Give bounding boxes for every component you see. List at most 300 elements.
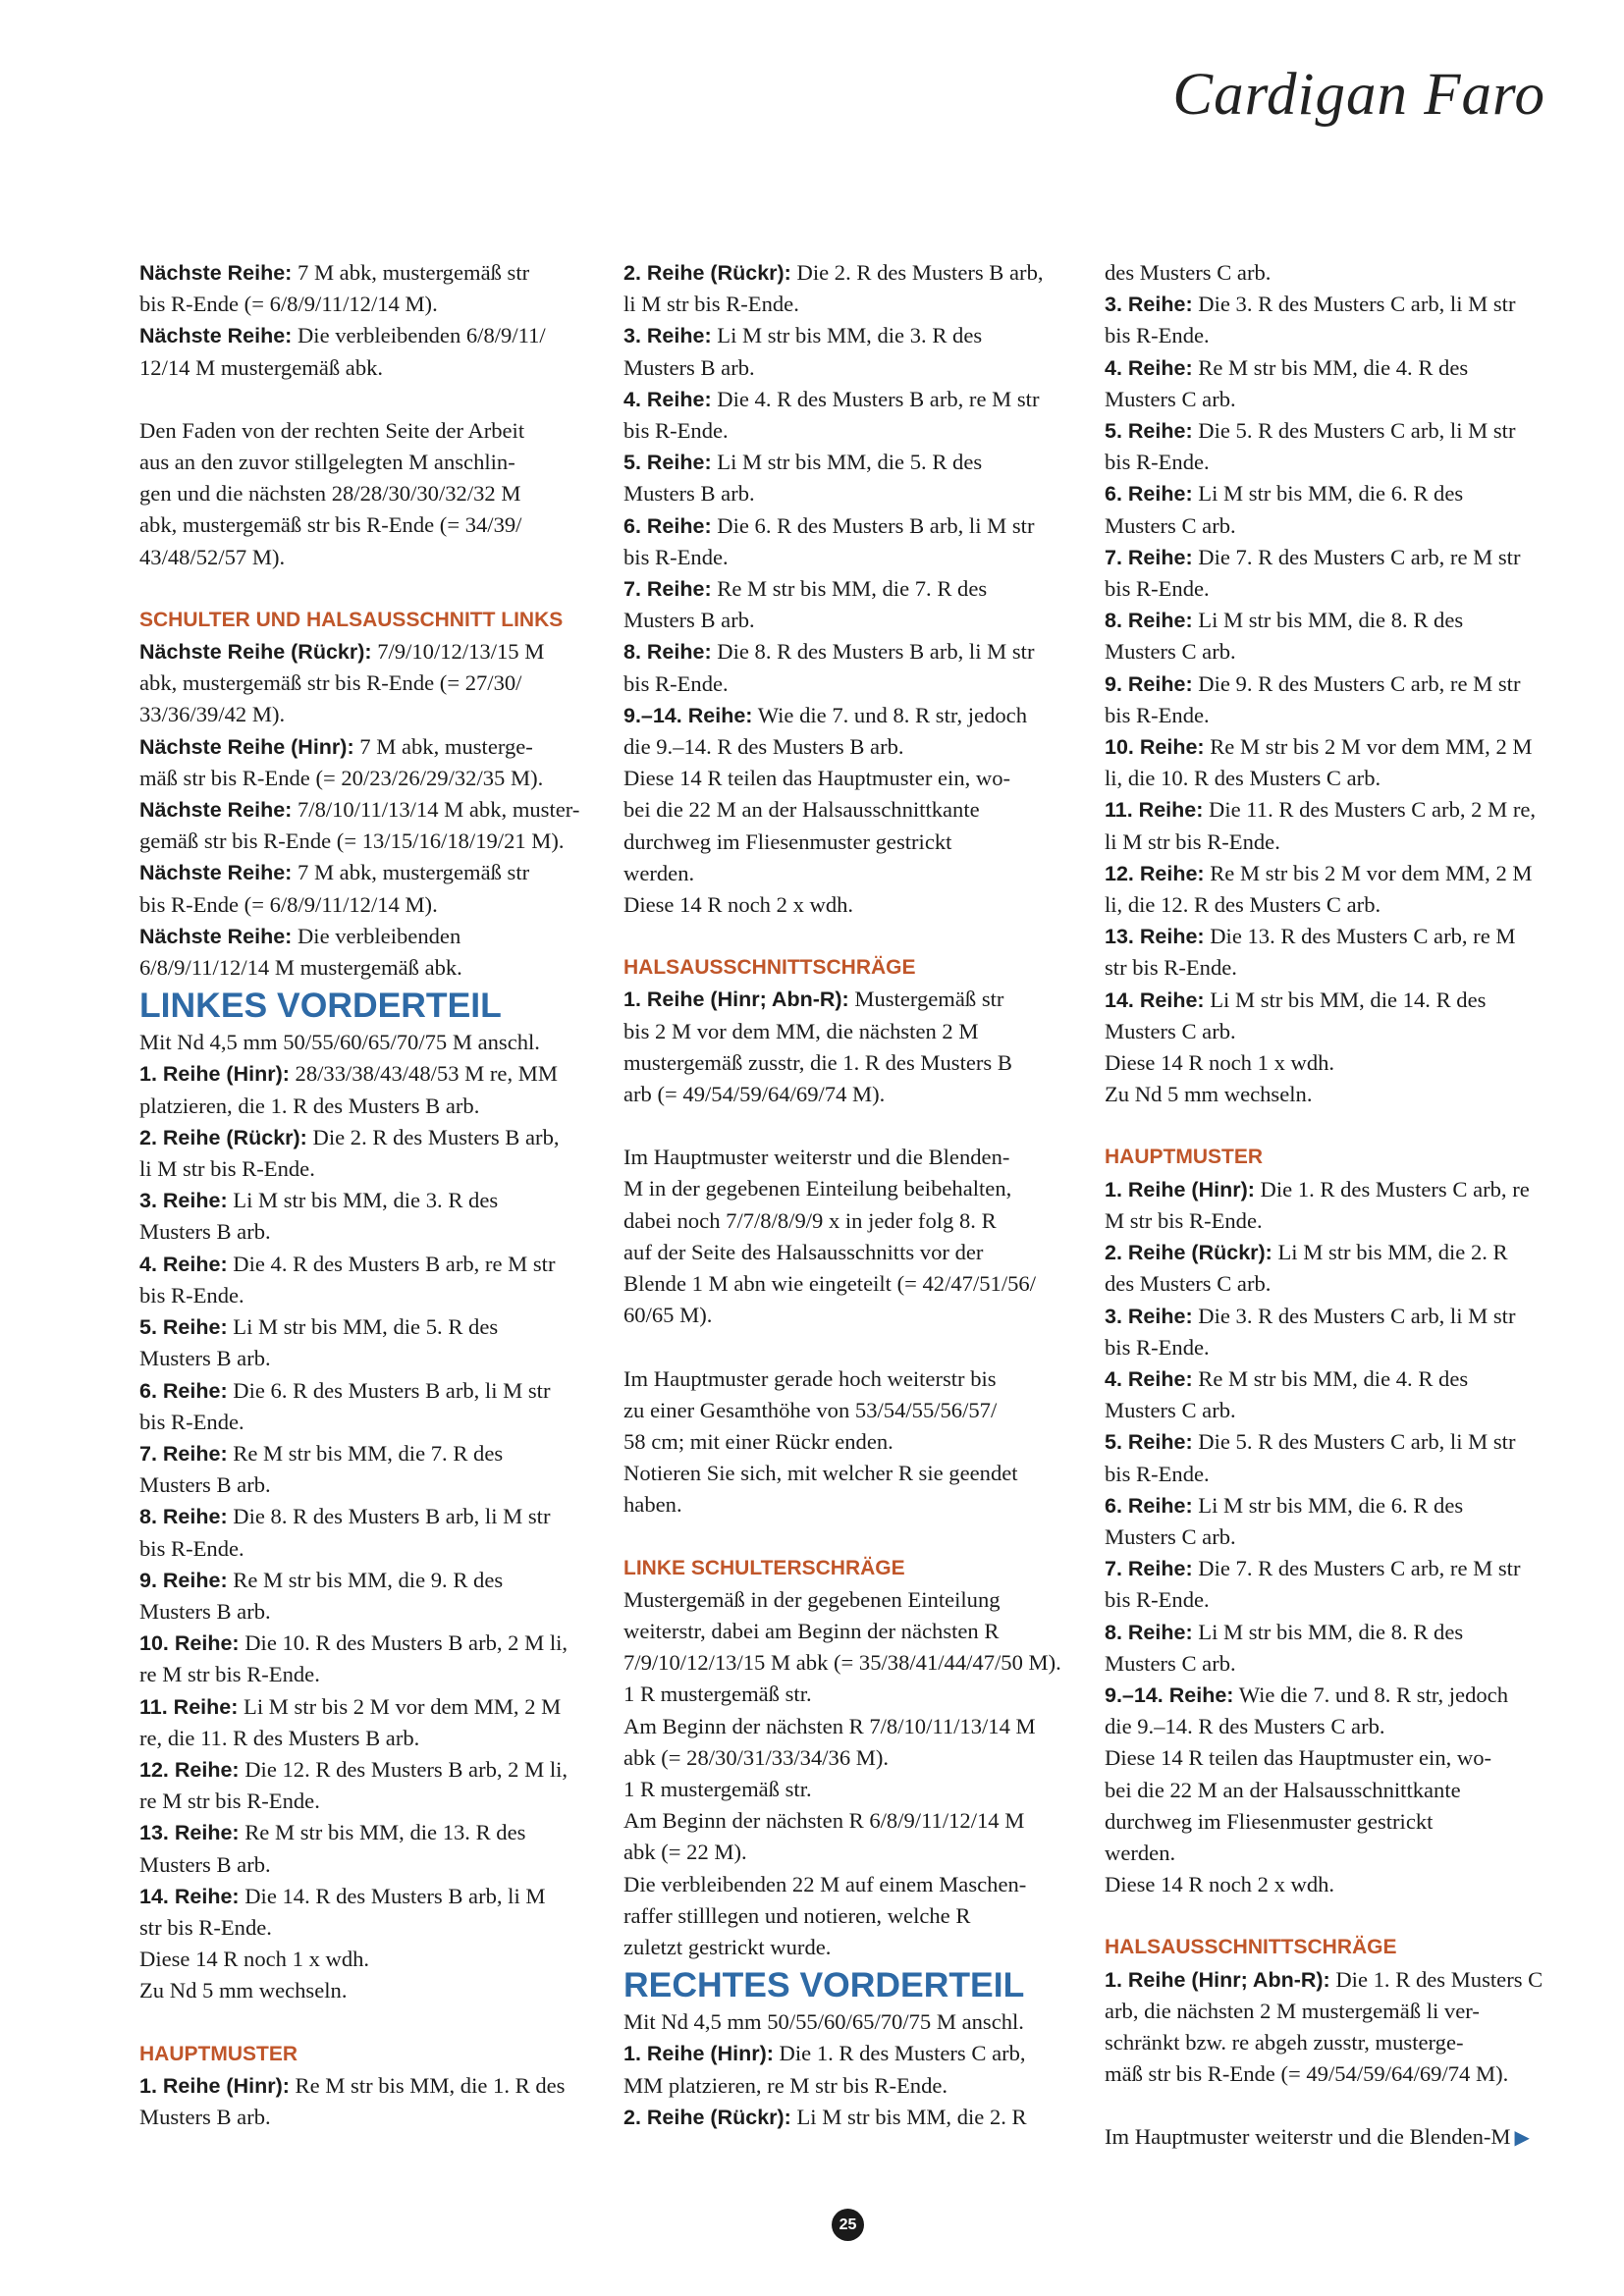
page-title: Cardigan Faro — [1172, 62, 1545, 128]
row-label: 9. Reihe: — [139, 1568, 228, 1592]
text-line — [623, 2006, 1103, 2038]
text-line — [1105, 1964, 1584, 1996]
line-text: Musters C arb. — [1105, 1650, 1236, 1676]
line-text: Die 10. R des Musters B arb, 2 M li, — [239, 1630, 568, 1656]
line-text: des Musters C arb. — [1105, 1271, 1272, 1297]
line-text: abk, mustergemäß str bis R-Ende (= 34/39/ — [139, 512, 522, 538]
text-line — [1105, 1522, 1584, 1553]
row-label: 13. Reihe: — [139, 1821, 240, 1845]
line-text: Die 1. R des Musters C — [1329, 1966, 1543, 1992]
line-text: 28/33/38/43/48/53 M re, MM — [289, 1061, 558, 1087]
text-line — [623, 889, 1103, 921]
line-text: durchweg im Fliesenmuster gestrickt — [1105, 1808, 1434, 1834]
text-line — [623, 1679, 1103, 1710]
line-text: Musters C arb. — [1105, 512, 1236, 538]
line-text: platzieren, die 1. R des Musters B arb. — [139, 1093, 480, 1118]
line-text: Li M str bis MM, die 6. R des — [1192, 481, 1464, 507]
text-line — [139, 320, 619, 351]
text-line — [139, 1944, 619, 1975]
row-label: 5. Reihe: — [139, 1315, 228, 1340]
line-text: des Musters C arb. — [1105, 260, 1272, 285]
text-line — [139, 794, 619, 826]
line-text: abk (= 22 M). — [623, 1840, 747, 1865]
line-text: Musters C arb. — [1105, 1523, 1236, 1549]
row-label: 3. Reihe: — [1105, 1304, 1193, 1328]
text-column-3 — [1105, 257, 1584, 2155]
text-line — [139, 1091, 619, 1122]
text-line — [1105, 1680, 1584, 1711]
line-text: aus an den zuvor stillgelegten M anschlin- — [139, 450, 515, 475]
line-text: Die verbleibenden 22 M auf einem Maschen- — [623, 1871, 1027, 1896]
line-text: mäß str bis R-Ende (= 49/54/59/64/69/74 M). — [1105, 2061, 1509, 2087]
continue-arrow-icon: ▶ — [1514, 2127, 1530, 2150]
text-line — [139, 447, 619, 478]
text-line — [623, 1458, 1103, 1489]
line-text: 7 M abk, mustergemäß str — [292, 260, 530, 285]
text-line — [139, 857, 619, 888]
line-text: Musters B arb. — [139, 1346, 271, 1371]
text-line — [623, 1300, 1103, 1331]
line-text: bis 2 M vor dem MM, die nächsten 2 M — [623, 1018, 979, 1043]
row-label: 5. Reihe: — [1105, 419, 1193, 444]
line-text: Re M str bis MM, die 1. R des — [289, 2072, 566, 2098]
line-text: Diese 14 R teilen das Hauptmuster ein, wo- — [623, 766, 1011, 791]
text-line — [1105, 763, 1584, 794]
row-label: Nächste Reihe: — [139, 924, 293, 948]
line-text: Mustergemäß in der gegebenen Einteilung — [623, 1586, 1001, 1612]
line-text: M in der gegebenen Einteilung beibehalten, — [623, 1176, 1012, 1201]
page-number: 25 — [832, 2209, 864, 2241]
line-text: raffer stilllegen und notieren, welche R — [623, 1902, 971, 1928]
text-line — [139, 1153, 619, 1185]
text-line — [1105, 1332, 1584, 1363]
text-line — [623, 1426, 1103, 1458]
line-text: Die 2. R des Musters B arb, — [306, 1124, 560, 1149]
line-text: auf der Seite des Halsausschnitts vor der — [623, 1239, 984, 1264]
paragraph-gap — [1105, 1110, 1584, 1142]
text-line — [139, 257, 619, 289]
text-line — [1105, 1459, 1584, 1490]
line-text: Li M str bis MM, die 8. R des — [1192, 608, 1464, 633]
row-label: 7. Reihe: — [1105, 545, 1193, 569]
text-line — [623, 1142, 1103, 1173]
text-line — [1105, 731, 1584, 763]
line-text: Diese 14 R noch 1 x wdh. — [1105, 1050, 1335, 1076]
line-text: Musters B arb. — [623, 354, 755, 380]
text-line — [623, 1742, 1103, 1774]
line-text: Musters B arb. — [139, 1598, 271, 1624]
line-text: Die 8. R des Musters B arb, li M str — [711, 639, 1035, 665]
line-text: durchweg im Fliesenmuster gestrickt — [623, 828, 952, 854]
text-line — [623, 384, 1103, 415]
row-label: 4. Reihe: — [1105, 1366, 1193, 1391]
text-line — [139, 1628, 619, 1659]
paragraph-gap — [139, 573, 619, 605]
text-line — [1105, 605, 1584, 636]
text-line — [1105, 668, 1584, 700]
row-label: 10. Reihe: — [1105, 735, 1205, 760]
text-line — [139, 1691, 619, 1723]
line-text: Die 6. R des Musters B arb, li M str — [227, 1377, 551, 1403]
line-text: Die 7. R des Musters C arb, re M str — [1192, 544, 1521, 569]
line-text: gemäß str bis R-Ende (= 13/15/16/18/19/21 M). — [139, 828, 565, 854]
line-text: Die 3. R des Musters C arb, li M str — [1192, 292, 1516, 317]
line-text: Wie die 7. und 8. R str, jedoch — [752, 702, 1027, 727]
text-line — [1105, 952, 1584, 984]
line-text: Re M str bis 2 M vor dem MM, 2 M — [1204, 860, 1533, 885]
text-line — [139, 1659, 619, 1690]
line-text: Musters B arb. — [139, 1219, 271, 1245]
line-text: Blende 1 M abn wie eingeteilt (= 42/47/51/56/ — [623, 1271, 1036, 1297]
text-line — [623, 1616, 1103, 1647]
text-line — [1105, 1869, 1584, 1900]
row-label: 3. Reihe: — [623, 324, 712, 348]
row-label: 12. Reihe: — [139, 1757, 240, 1782]
line-text: 43/48/52/57 M). — [139, 544, 286, 569]
line-text: Die 6. R des Musters B arb, li M str — [711, 512, 1035, 538]
line-text: bis R-Ende. — [1105, 323, 1210, 348]
row-label: Nächste Reihe: — [139, 261, 293, 285]
line-text: Re M str bis MM, die 4. R des — [1192, 1365, 1469, 1391]
line-text: Musters B arb. — [623, 481, 755, 507]
text-line — [1105, 1047, 1584, 1079]
line-text: bis R-Ende. — [623, 670, 729, 696]
paragraph-gap — [139, 384, 619, 415]
line-text: bis R-Ende. — [139, 1535, 244, 1561]
row-label: 3. Reihe: — [139, 1189, 228, 1213]
text-line — [139, 1501, 619, 1532]
text-line — [139, 1122, 619, 1153]
text-line — [1105, 1426, 1584, 1458]
text-line — [139, 1849, 619, 1881]
text-line — [139, 415, 619, 447]
line-text: 6/8/9/11/12/14 M mustergemäß abk. — [139, 955, 462, 981]
text-line — [139, 1438, 619, 1469]
line-text: Li M str bis MM, die 5. R des — [227, 1314, 499, 1340]
subsection-heading: LINKE SCHULTERSCHRÄGE — [623, 1556, 905, 1579]
line-text: Re M str bis MM, die 9. R des — [227, 1567, 504, 1592]
text-line — [139, 1375, 619, 1407]
line-text: Mit Nd 4,5 mm 50/55/60/65/70/75 M anschl. — [139, 1030, 540, 1055]
line-text: 58 cm; mit einer Rückr enden. — [623, 1428, 893, 1454]
text-line — [1105, 636, 1584, 667]
line-text: Die 8. R des Musters B arb, li M str — [227, 1504, 551, 1529]
line-text: MM platzieren, re M str bis R-Ende. — [623, 2072, 948, 2098]
line-text: die 9.–14. R des Musters B arb. — [623, 734, 904, 760]
line-text: abk (= 28/30/31/33/34/36 M). — [623, 1744, 890, 1770]
text-line — [1105, 1742, 1584, 1774]
row-label: Nächste Reihe: — [139, 324, 293, 348]
row-label: 14. Reihe: — [1105, 988, 1205, 1012]
line-text: Mustergemäß str — [848, 987, 1004, 1012]
text-line — [139, 667, 619, 699]
line-text: Die 12. R des Musters B arb, 2 M li, — [239, 1756, 568, 1782]
text-line — [623, 1900, 1103, 1932]
line-text: bis R-Ende (= 6/8/9/11/12/14 M). — [139, 891, 438, 917]
text-line — [139, 289, 619, 320]
line-text: Li M str bis MM, die 14. R des — [1204, 987, 1487, 1012]
text-line — [139, 1754, 619, 1786]
line-text: Diese 14 R teilen das Hauptmuster ein, wo- — [1105, 1745, 1492, 1771]
line-text: Im Hauptmuster gerade hoch weiterstr bis — [623, 1365, 997, 1391]
text-line — [623, 827, 1103, 858]
row-label: 11. Reihe: — [1105, 798, 1204, 823]
text-line — [139, 1596, 619, 1628]
text-line — [1105, 320, 1584, 351]
line-text: Diese 14 R noch 2 x wdh. — [623, 892, 854, 918]
line-text: Die 1. R des Musters C arb, re — [1254, 1176, 1530, 1201]
text-line — [139, 731, 619, 763]
text-line — [623, 605, 1103, 636]
text-line — [1105, 1838, 1584, 1869]
line-text: bis R-Ende. — [623, 418, 729, 444]
text-line — [623, 478, 1103, 509]
text-line — [623, 1774, 1103, 1805]
row-label: 1. Reihe (Hinr): — [623, 2042, 774, 2066]
text-line — [623, 1016, 1103, 1047]
row-label: 8. Reihe: — [1105, 1620, 1193, 1644]
line-text: Re M str bis MM, die 13. R des — [239, 1820, 526, 1845]
text-line — [139, 1723, 619, 1754]
text-line — [1105, 700, 1584, 731]
text-line — [139, 352, 619, 384]
text-line — [139, 699, 619, 730]
text-line — [139, 889, 619, 921]
line-text: Die 5. R des Musters C arb, li M str — [1192, 418, 1516, 444]
line-text: dabei noch 7/7/8/8/9/9 x in jeder folg 8. R — [623, 1207, 997, 1233]
text-line — [623, 1647, 1103, 1679]
line-text: 7 M abk, musterge- — [353, 733, 533, 759]
text-line — [623, 1237, 1103, 1268]
text-line — [623, 1173, 1103, 1204]
text-line — [139, 1185, 619, 1216]
row-label: 7. Reihe: — [139, 1441, 228, 1466]
subsection-heading: SCHULTER UND HALSAUSSCHNITT LINKS — [139, 608, 564, 631]
text-line — [623, 1079, 1103, 1110]
line-text: Li M str bis MM, die 2. R — [1272, 1240, 1508, 1265]
text-line — [1105, 542, 1584, 573]
line-text: Die 2. R des Musters B arb, — [790, 260, 1044, 285]
text-line — [623, 447, 1103, 478]
line-text: 7 M abk, mustergemäß str — [292, 860, 530, 885]
line-text: 60/65 M). — [623, 1303, 713, 1328]
line-text: Die verbleibenden — [292, 923, 461, 948]
line-text: Am Beginn der nächsten R 6/8/9/11/12/14 M — [623, 1808, 1025, 1834]
text-line — [1105, 921, 1584, 952]
text-line — [139, 1469, 619, 1501]
row-label: 1. Reihe (Hinr; Abn-R): — [623, 988, 849, 1012]
row-label: 1. Reihe (Hinr): — [1105, 1177, 1255, 1201]
line-text: Die 14. R des Musters B arb, li M — [239, 1883, 546, 1908]
subsection-heading: HAUPTMUSTER — [139, 2042, 298, 2065]
text-line — [623, 1363, 1103, 1395]
row-label: 12. Reihe: — [1105, 861, 1205, 885]
text-line — [623, 2038, 1103, 2069]
row-label: Nächste Reihe: — [139, 861, 293, 885]
row-label: 1. Reihe (Hinr): — [139, 1062, 290, 1087]
line-text: Zu Nd 5 mm wechseln. — [1105, 1082, 1313, 1107]
line-text: bis R-Ende. — [139, 1409, 244, 1434]
line-text: li M str bis R-Ende. — [139, 1156, 315, 1182]
line-text: bis R-Ende. — [1105, 1334, 1210, 1360]
text-line — [1105, 1268, 1584, 1300]
line-text: Zu Nd 5 mm wechseln. — [139, 1978, 348, 2003]
section-heading: LINKES VORDERTEIL — [139, 986, 502, 1026]
row-label: 4. Reihe: — [1105, 355, 1193, 380]
text-line — [623, 352, 1103, 384]
line-text: werden. — [1105, 1840, 1176, 1865]
row-label: 9.–14. Reihe: — [623, 703, 753, 727]
line-text: M str bis R-Ende. — [1105, 1207, 1263, 1233]
row-label: 6. Reihe: — [139, 1378, 228, 1403]
text-line — [623, 1584, 1103, 1616]
line-text: Musters C arb. — [1105, 1018, 1236, 1043]
line-text: re M str bis R-Ende. — [139, 1662, 320, 1687]
row-label: 9.–14. Reihe: — [1105, 1682, 1234, 1707]
text-line — [1105, 415, 1584, 447]
line-text: 1 R mustergemäß str. — [623, 1776, 812, 1801]
text-line — [1105, 1395, 1584, 1426]
text-line — [623, 320, 1103, 351]
line-text: arb (= 49/54/59/64/69/74 M). — [623, 1082, 886, 1107]
text-line — [623, 573, 1103, 605]
row-label: 4. Reihe: — [623, 387, 712, 411]
text-line — [1105, 1996, 1584, 2027]
text-line — [623, 1395, 1103, 1426]
text-line — [1105, 510, 1584, 542]
paragraph-gap — [623, 921, 1103, 952]
line-text: li M str bis R-Ende. — [623, 292, 799, 317]
line-text: Re M str bis MM, die 4. R des — [1192, 354, 1469, 380]
line-text: re, die 11. R des Musters B arb. — [139, 1725, 420, 1750]
row-label: 2. Reihe (Rückr): — [623, 261, 791, 285]
line-text: Musters B arb. — [139, 1851, 271, 1877]
line-text: Musters C arb. — [1105, 639, 1236, 665]
line-text: Li M str bis 2 M vor dem MM, 2 M — [238, 1693, 562, 1719]
line-text: mustergemäß zusstr, die 1. R des Musters B — [623, 1049, 1012, 1075]
text-line — [623, 510, 1103, 542]
line-text: bei die 22 M an der Halsausschnittkante — [1105, 1777, 1461, 1802]
line-text: Die 5. R des Musters C arb, li M str — [1192, 1429, 1516, 1455]
text-line — [1105, 858, 1584, 889]
text-line — [1105, 827, 1584, 858]
text-line — [1105, 478, 1584, 509]
text-line — [139, 542, 619, 573]
line-text: mäß str bis R-Ende (= 20/23/26/29/32/35 M). — [139, 765, 544, 790]
line-text: Im Hauptmuster weiterstr und die Blenden-M — [1105, 2124, 1511, 2150]
text-line — [623, 1047, 1103, 1079]
text-line — [139, 509, 619, 541]
text-line — [623, 1268, 1103, 1300]
line-text: Li M str bis MM, die 3. R des — [227, 1188, 499, 1213]
row-label: 6. Reihe: — [623, 513, 712, 538]
row-label: Nächste Reihe: — [139, 798, 293, 823]
row-label: 14. Reihe: — [139, 1884, 240, 1908]
line-text: Die 1. R des Musters C arb, — [773, 2041, 1026, 2066]
text-line — [1105, 289, 1584, 320]
line-text: 1 R mustergemäß str. — [623, 1682, 812, 1707]
text-line — [139, 1280, 619, 1311]
text-line — [139, 763, 619, 794]
line-text: Die 4. R des Musters B arb, re M str — [227, 1251, 556, 1276]
row-label: 6. Reihe: — [1105, 1493, 1193, 1518]
text-line — [1105, 257, 1584, 289]
text-line — [623, 668, 1103, 700]
text-line — [623, 794, 1103, 826]
text-line — [139, 921, 619, 952]
line-text: Musters C arb. — [1105, 1398, 1236, 1423]
text-line — [623, 1711, 1103, 1742]
line-text: Diese 14 R noch 2 x wdh. — [1105, 1872, 1335, 1897]
text-line — [139, 1975, 619, 2006]
row-label: 2. Reihe (Rückr): — [623, 2105, 791, 2129]
line-text: Mit Nd 4,5 mm 50/55/60/65/70/75 M anschl. — [623, 2009, 1024, 2035]
line-text: weiterstr, dabei am Beginn der nächsten R — [623, 1618, 1000, 1643]
text-line — [623, 257, 1103, 289]
text-line — [623, 542, 1103, 573]
text-line — [623, 1205, 1103, 1237]
paragraph-gap — [623, 1522, 1103, 1553]
text-line — [1105, 1363, 1584, 1395]
line-text: str bis R-Ende. — [139, 1914, 272, 1940]
row-label: 1. Reihe (Hinr; Abn-R): — [1105, 1967, 1330, 1992]
paragraph-gap — [623, 1332, 1103, 1363]
text-line — [623, 1932, 1103, 1963]
line-text: Musters B arb. — [139, 2104, 271, 2129]
line-text: Li M str bis MM, die 2. R — [790, 2104, 1027, 2129]
row-label: 6. Reihe: — [1105, 482, 1193, 507]
text-line — [139, 1565, 619, 1596]
text-column-2 — [623, 257, 1103, 2133]
text-line — [1105, 352, 1584, 384]
text-line — [1105, 1016, 1584, 1047]
line-text: abk, mustergemäß str bis R-Ende (= 27/30/ — [139, 670, 522, 696]
row-label: 5. Reihe: — [623, 451, 712, 475]
text-line — [1105, 447, 1584, 478]
line-text: Notieren Sie sich, mit welcher R sie geendet — [623, 1461, 1018, 1486]
text-line — [1105, 1775, 1584, 1806]
line-text: str bis R-Ende. — [1105, 955, 1237, 981]
line-text: bis R-Ende (= 6/8/9/11/12/14 M). — [139, 292, 438, 317]
text-line — [139, 1786, 619, 1817]
row-label: 5. Reihe: — [1105, 1430, 1193, 1455]
row-label: 7. Reihe: — [1105, 1557, 1193, 1581]
line-text: 7/9/10/12/13/15 M abk (= 35/38/41/44/47/50 M). — [623, 1650, 1061, 1676]
text-line — [623, 731, 1103, 763]
line-text: Diese 14 R noch 1 x wdh. — [139, 1947, 370, 1972]
text-line — [1105, 889, 1584, 921]
text-line — [623, 763, 1103, 794]
text-line — [139, 636, 619, 667]
text-line — [139, 1216, 619, 1248]
text-line — [139, 826, 619, 857]
line-text: Die 11. R des Musters C arb, 2 M re, — [1203, 797, 1537, 823]
row-label: Nächste Reihe (Rückr): — [139, 640, 372, 665]
line-text: bis R-Ende. — [1105, 1461, 1210, 1486]
text-line — [1105, 1237, 1584, 1268]
text-column-1 — [139, 257, 619, 2133]
text-line — [1105, 1490, 1584, 1522]
line-text: Wie die 7. und 8. R str, jedoch — [1233, 1682, 1508, 1707]
text-line — [1105, 1079, 1584, 1110]
text-line — [1105, 794, 1584, 826]
line-text: Musters B arb. — [623, 608, 755, 633]
text-line — [1105, 1648, 1584, 1680]
line-text: Li M str bis MM, die 6. R des — [1192, 1492, 1464, 1518]
row-label: 1. Reihe (Hinr): — [139, 2073, 290, 2098]
text-line — [139, 2070, 619, 2102]
row-label: 8. Reihe: — [1105, 609, 1193, 633]
